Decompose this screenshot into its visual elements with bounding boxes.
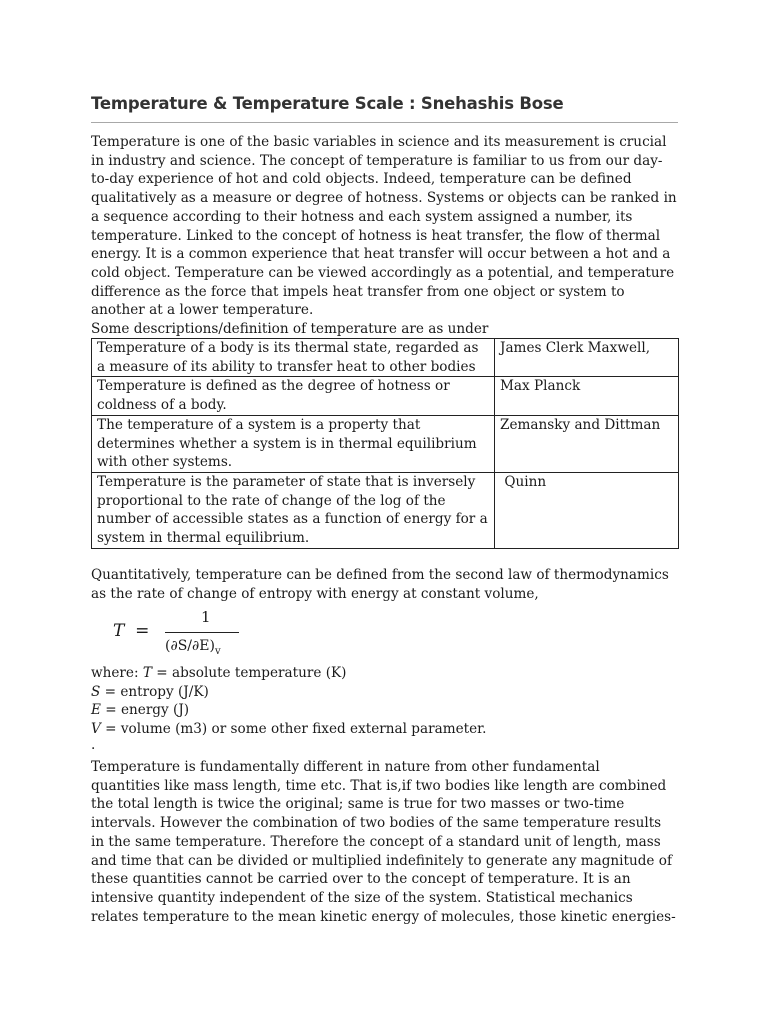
intro-line: temperature. Linked to the concept of hotness is heat transfer, the flow of thermal	[91, 227, 661, 244]
intro-line: another at a lower temperature.	[91, 302, 314, 319]
definition-line: Temperature of a body is its thermal state, regarded as	[97, 340, 479, 356]
definition-line: number of accessible states as a function of energy for a	[97, 511, 488, 528]
intro-line: energy. It is a common experience that heat transfer will occur between a hot and a	[91, 246, 671, 263]
intro-paragraph	[91, 133, 678, 339]
closing-line: quantities like mass length, time etc. That is,if two bodies like length are combined	[91, 777, 667, 794]
stray-dot: .	[91, 736, 96, 753]
document-title: Temperature & Temperature Scale : Snehashis Bose	[91, 94, 564, 113]
definition-line: coldness of a body.	[97, 397, 227, 414]
definition-line: proportional to the rate of change of the log of the	[97, 492, 446, 509]
variable-definitions	[91, 664, 678, 751]
table-row	[92, 415, 679, 472]
table-row	[92, 339, 679, 377]
closing-line: relates temperature to the mean kinetic energy of molecules, those kinetic energies-	[91, 908, 676, 925]
closing-line: intensive quantity independent of the size of the system. Statistical mechanics	[91, 889, 633, 906]
definition-line: determines whether a system is in thermal equilibrium	[97, 435, 477, 452]
author-cell: Quinn	[495, 472, 679, 548]
definition-line: with other systems.	[97, 454, 233, 471]
variable-line: where: T = absolute temperature (K)	[91, 665, 347, 681]
formula-numerator: 1	[201, 608, 211, 626]
definition-line: Temperature is defined as the degree of hotness or	[97, 378, 450, 395]
variable-line: V = volume (m3) or some other fixed external parameter.	[91, 721, 487, 738]
formula-lhs: T =	[113, 621, 150, 641]
table-row	[92, 377, 679, 415]
quant-line: Quantitatively, temperature can be defined from the second law of thermodynamics	[91, 567, 669, 583]
closing-line: in the same temperature. Therefore the concept of a standard unit of length, mass	[91, 833, 661, 850]
definition-line: The temperature of a system is a property that	[97, 416, 421, 433]
fraction-bar	[165, 632, 239, 633]
closing-line: these quantities cannot be carried over to the concept of temperature. It is an	[91, 871, 631, 888]
table-row	[92, 472, 679, 548]
title-divider	[91, 122, 678, 123]
definition-line: system in thermal equilibrium.	[97, 530, 310, 547]
definition-cell	[92, 377, 495, 415]
closing-line: intervals. However the combination of two bodies of the same temperature results	[91, 815, 662, 832]
definition-cell	[92, 415, 495, 472]
quant-line: as the rate of change of entropy with energy at constant volume,	[91, 585, 539, 602]
intro-line: a sequence according to their hotness and each system assigned a number, its	[91, 208, 633, 225]
closing-line: and time that can be divided or multiplied indefinitely to generate any magnitude of	[91, 852, 673, 869]
intro-line: Temperature is one of the basic variables in science and its measurement is crucial	[91, 134, 667, 150]
author-cell: James Clerk Maxwell,	[495, 339, 679, 377]
author-cell: Max Planck	[495, 377, 679, 415]
intro-line: in industry and science. The concept of temperature is familiar to us from our day-	[91, 152, 663, 169]
closing-paragraph	[91, 758, 681, 926]
definitions-table	[91, 338, 679, 549]
variable-line: S = entropy (J/K)	[91, 683, 209, 700]
definition-cell	[92, 339, 495, 377]
closing-line: the total length is twice the original; same is true for two masses or two-time	[91, 796, 625, 813]
definition-line: Temperature is the parameter of state that is inversely	[97, 473, 476, 490]
definition-cell	[92, 472, 495, 548]
definition-line: a measure of its ability to transfer heat to other bodies	[97, 358, 476, 375]
intro-line: cold object. Temperature can be viewed accordingly as a potential, and temperature	[91, 264, 675, 281]
intro-line: difference as the force that impels heat transfer from one object or system to	[91, 283, 625, 300]
formula-denominator: $(\partial S/\partial E)_v$	[165, 638, 221, 657]
intro-line: qualitatively as a measure or degree of hotness. Systems or objects can be ranked in	[91, 190, 677, 207]
author-cell: Zemansky and Dittman	[495, 415, 679, 472]
quantitative-paragraph	[91, 566, 678, 603]
temperature-formula	[113, 608, 253, 664]
intro-line: to-day experience of hot and cold objects. Indeed, temperature can be defined	[91, 171, 632, 188]
intro-line: Some descriptions/definition of temperature are as under	[91, 321, 489, 338]
variable-line: E = energy (J)	[91, 702, 190, 719]
closing-line: Temperature is fundamentally different in nature from other fundamental	[91, 759, 600, 775]
